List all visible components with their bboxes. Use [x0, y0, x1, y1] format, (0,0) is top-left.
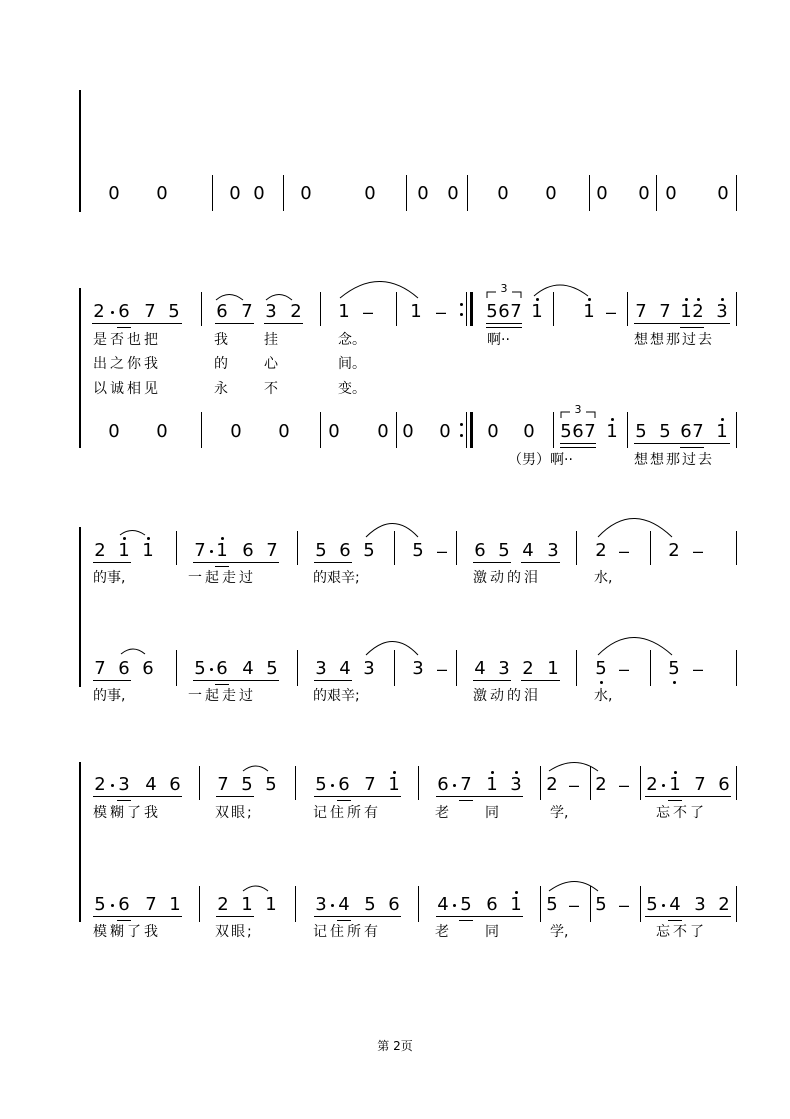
note: 7	[460, 774, 472, 795]
note: 6	[216, 301, 228, 322]
note: 0	[278, 421, 290, 442]
note: 1	[265, 894, 277, 915]
note: 6	[339, 540, 351, 561]
lyric: 是否也把	[93, 332, 161, 348]
note: 4	[474, 658, 486, 679]
slur	[366, 524, 418, 538]
note: 2	[522, 658, 534, 679]
lyric: 的事,	[93, 570, 126, 586]
note: 3	[265, 301, 277, 322]
note: 2	[94, 774, 106, 795]
slur	[366, 642, 418, 656]
lyric: 的	[214, 356, 228, 372]
note: 0	[377, 421, 389, 442]
lyric: 双眼;	[215, 924, 254, 940]
note: 2	[718, 894, 730, 915]
lyric: 双眼;	[215, 805, 254, 821]
lyric: 一起走过	[188, 688, 256, 704]
lyric: 永	[214, 381, 228, 397]
note: 5	[412, 540, 424, 561]
note: 3	[363, 658, 375, 679]
slur	[598, 519, 672, 538]
note: 7	[266, 540, 278, 561]
note: 0	[497, 183, 509, 204]
note: 2	[94, 540, 106, 561]
note: 5	[194, 658, 206, 679]
note: 1	[716, 421, 728, 442]
lyric: 忘不了	[656, 924, 707, 940]
slur	[534, 285, 588, 296]
triplet-mark: 3	[574, 403, 582, 416]
note: 2	[595, 774, 607, 795]
note: 7	[510, 301, 522, 322]
lyric: 间。	[338, 356, 366, 372]
note: 1	[216, 540, 228, 561]
slur	[549, 763, 598, 772]
note: 0	[253, 183, 265, 204]
extension-dash: –	[436, 302, 447, 322]
note: 6	[498, 301, 510, 322]
note: 5	[168, 301, 180, 322]
slur	[120, 531, 145, 536]
lyric: 的艰辛;	[313, 688, 360, 704]
extension-dash: –	[619, 659, 630, 679]
note: 0	[364, 183, 376, 204]
lyric: 的事,	[93, 688, 126, 704]
lyric: 想想那过去	[634, 332, 714, 348]
note: 0	[717, 183, 729, 204]
lyric: 的艰辛;	[313, 570, 360, 586]
note: 6	[169, 774, 181, 795]
note: 0	[638, 183, 650, 204]
page-number: 第 2页	[377, 1039, 413, 1053]
note: 1	[547, 658, 559, 679]
note: 3	[118, 774, 130, 795]
note: 7	[94, 658, 106, 679]
extension-dash: –	[619, 541, 630, 561]
note: 7	[694, 774, 706, 795]
extension-dash: –	[693, 541, 704, 561]
extension-dash: –	[437, 659, 448, 679]
note: 4	[437, 894, 449, 915]
slur	[216, 295, 243, 301]
extension-dash: –	[606, 302, 617, 322]
note: 6	[242, 540, 254, 561]
note: 0	[229, 183, 241, 204]
lyric: 记住所有	[313, 805, 381, 821]
note: 5	[595, 658, 607, 679]
note: 1	[510, 894, 522, 915]
note: 3	[498, 658, 510, 679]
slur	[598, 638, 672, 656]
note: 5	[635, 421, 647, 442]
note: 0	[439, 421, 451, 442]
note: 0	[665, 183, 677, 204]
slur	[121, 649, 145, 654]
slur	[243, 886, 268, 891]
note: 5	[315, 774, 327, 795]
note: 6	[118, 894, 130, 915]
note: 1	[606, 421, 618, 442]
note: 4	[669, 894, 681, 915]
note: 5	[498, 540, 510, 561]
note: 7	[635, 301, 647, 322]
lyric: 忘不了	[656, 805, 707, 821]
extension-dash: –	[437, 541, 448, 561]
note: 1	[531, 301, 543, 322]
slur	[266, 295, 292, 301]
note: 6	[388, 894, 400, 915]
note: 2	[546, 774, 558, 795]
note: 1	[669, 774, 681, 795]
note: 6	[474, 540, 486, 561]
lyric: 老	[435, 924, 449, 940]
note: 2	[668, 540, 680, 561]
lyric: 记住所有	[313, 924, 381, 940]
note: 5	[595, 894, 607, 915]
lyric: 同	[485, 805, 499, 821]
note: 0	[523, 421, 535, 442]
note: 0	[230, 421, 242, 442]
note: 5	[363, 540, 375, 561]
lyric: 一起走过	[188, 570, 256, 586]
note: 1	[169, 894, 181, 915]
note: 4	[522, 540, 534, 561]
lyric: 啊··	[487, 332, 510, 348]
note: 5	[94, 894, 106, 915]
note: 1	[680, 301, 692, 322]
note: 4	[338, 894, 350, 915]
note: 0	[108, 183, 120, 204]
note: 7	[241, 301, 253, 322]
note: 2	[646, 774, 658, 795]
lyric: 水,	[594, 570, 613, 586]
slur	[549, 882, 598, 892]
extension-dash: –	[363, 302, 374, 322]
note: 5	[560, 421, 572, 442]
note: 2	[595, 540, 607, 561]
lyric: 念。	[338, 332, 366, 348]
note: 5	[486, 301, 498, 322]
note: 1	[241, 894, 253, 915]
note: 5	[241, 774, 253, 795]
note: 3	[510, 774, 522, 795]
lyric: 出之你我	[93, 356, 161, 372]
note: 6	[718, 774, 730, 795]
note: 6	[118, 658, 130, 679]
lyric: 模糊了我	[93, 805, 161, 821]
lyric: 激动的泪	[473, 570, 541, 586]
lyric: 挂	[264, 332, 278, 348]
slur	[243, 766, 268, 771]
note: 1	[338, 301, 350, 322]
note: 2	[692, 301, 704, 322]
note: 5	[546, 894, 558, 915]
extension-dash: –	[693, 659, 704, 679]
note: 0	[156, 183, 168, 204]
note: 5	[646, 894, 658, 915]
note: 7	[364, 774, 376, 795]
note: 0	[417, 183, 429, 204]
note: 4	[339, 658, 351, 679]
note: 1	[118, 540, 130, 561]
note: 5	[266, 658, 278, 679]
note: 3	[315, 658, 327, 679]
note: 0	[300, 183, 312, 204]
note: 2	[290, 301, 302, 322]
note: 0	[447, 183, 459, 204]
note: 6	[486, 894, 498, 915]
note: 5	[668, 658, 680, 679]
triplet-bracket	[487, 292, 521, 298]
note: 2	[93, 301, 105, 322]
note: 6	[118, 301, 130, 322]
note: 7	[659, 301, 671, 322]
note: 0	[328, 421, 340, 442]
lyric: 模糊了我	[93, 924, 161, 940]
note: 1	[486, 774, 498, 795]
note: 1	[388, 774, 400, 795]
lyric: 老	[435, 805, 449, 821]
note: 7	[144, 301, 156, 322]
triplet-mark: 3	[500, 282, 508, 295]
note: 0	[596, 183, 608, 204]
triplet-bracket	[561, 412, 595, 418]
note: 4	[145, 774, 157, 795]
note: 2	[217, 894, 229, 915]
note: 0	[156, 421, 168, 442]
lyric: 变。	[338, 381, 366, 397]
note: 6	[142, 658, 154, 679]
note: 0	[487, 421, 499, 442]
slur	[340, 282, 418, 299]
note: 6	[680, 421, 692, 442]
extension-dash: –	[619, 775, 630, 795]
note: 1	[583, 301, 595, 322]
note: 0	[108, 421, 120, 442]
lyric: 学,	[550, 924, 569, 940]
note: 3	[547, 540, 559, 561]
note: 6	[338, 774, 350, 795]
lyric: 心	[264, 356, 278, 372]
note: 1	[142, 540, 154, 561]
lyric: 激动的泪	[473, 688, 541, 704]
note: 6	[437, 774, 449, 795]
extension-dash: –	[619, 895, 630, 915]
note: 5	[659, 421, 671, 442]
note: 3	[716, 301, 728, 322]
note: 6	[572, 421, 584, 442]
lyric: 想想那过去	[634, 452, 714, 468]
extension-dash: –	[569, 895, 580, 915]
note: 7	[692, 421, 704, 442]
note: 0	[545, 183, 557, 204]
note: 6	[216, 658, 228, 679]
note: 5	[315, 540, 327, 561]
note: 0	[402, 421, 414, 442]
note: 7	[217, 774, 229, 795]
lyric: 水,	[594, 688, 613, 704]
note: 7	[584, 421, 596, 442]
note: 4	[242, 658, 254, 679]
lyric: 同	[485, 924, 499, 940]
note: 3	[412, 658, 424, 679]
note: 5	[364, 894, 376, 915]
note: 3	[694, 894, 706, 915]
extension-dash: –	[569, 775, 580, 795]
lyric: 学,	[550, 805, 569, 821]
note: 3	[315, 894, 327, 915]
note: 7	[145, 894, 157, 915]
note: 5	[460, 894, 472, 915]
note: 1	[410, 301, 422, 322]
note: 7	[194, 540, 206, 561]
note: 5	[265, 774, 277, 795]
lyric: 我	[214, 332, 228, 348]
lyric: （男）啊··	[508, 452, 573, 468]
lyric: 不	[264, 381, 278, 397]
lyric: 以诚相见	[93, 381, 161, 397]
